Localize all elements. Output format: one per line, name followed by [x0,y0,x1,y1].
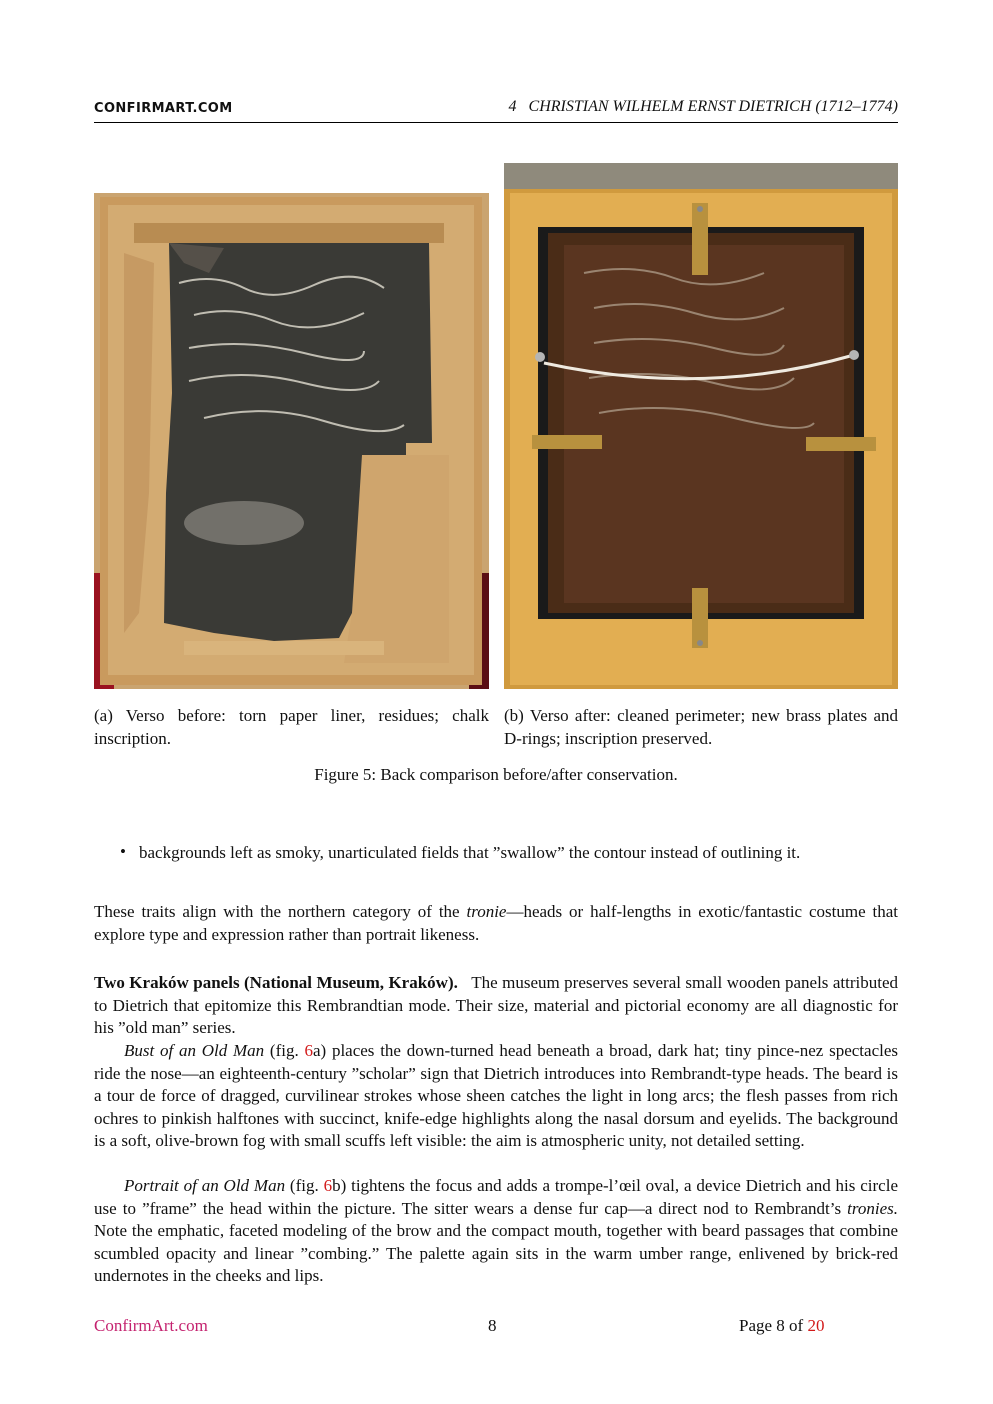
bullet-item: backgrounds left as smoky, unarticulated fields that ”swallow” the contour instead of outlining it. [139,843,801,862]
para-text: —heads or half-lengths in exotic/fantastic costume that explore type and expression rather than portrait likeness. [94,902,898,944]
footer-page-count [739,1316,824,1336]
verso-after-photo [504,163,898,689]
para-text: (fig. [285,1176,324,1195]
running-head [509,98,898,116]
footer-site-link[interactable]: ConfirmArt.com [94,1316,208,1335]
para-emphasis: tronie [466,902,507,921]
figure-caption: Figure 5: Back comparison before/after conservation. [314,765,678,784]
footer-page-number: 8 [488,1316,497,1335]
figure-ref-link[interactable]: 6 [323,1176,333,1195]
para-text: Note the emphatic, faceted modeling of the brow and the compact mouth, together with beard passages that combine scumbled opacity and linear ”combing.” The palette again sits in the warm umber range, enlivened by brick-red undernotes in the cheeks and lips. [94,1221,898,1285]
page-total-link[interactable]: 20 [807,1316,825,1335]
page-header [94,98,898,123]
artwork-title: Bust of an Old Man [124,1041,265,1060]
chapter-title: CHRISTIAN WILHELM ERNST DIETRICH (1712–1774) [528,98,898,115]
para-text: b) tightens the focus and adds a trompe-l’œil oval, a device Dietrich and his circle use to ”frame” the head within the picture. The sitter wears a dense fur cap—a direct nod to Rembrandt’s [94,1176,898,1218]
chapter-number: 4 [508,98,517,115]
para-text: The museum preserves several small wooden panels attributed to Dietrich that epitomize this Rembrandtian mode. Their size, material and pictorial economy are all diagnostic for his ”old man” series. [94,973,899,1037]
subcaption-b: (b) Verso after: cleaned perimeter; new brass plates and D-rings; inscription preserved. [504,706,898,748]
paragraph-krakow [94,972,898,1040]
para-text: a) places the down-turned head beneath a broad, dark hat; tiny pince-nez spectacles ride the nose—an eighteenth-century ”scholar” sign that Dietrich introduces into Rembrandt-type heads. The beard is a tour de force of dragged, curvilinear strokes whose sheen catches the light in long arcs; the flesh passes from rich ochres to pinkish halftones with succinct, knife-edge highlights along the nasal dorsum and eyelids. The background is a soft, olive-brown fog with small scuffs left visible: the aim is atmospheric unity, not detailed setting. [94,1041,899,1150]
para-emphasis: tronies. [847,1198,898,1218]
bullet-marker: • [120,842,126,861]
para-text: These traits align with the northern category of the [94,902,467,921]
artwork-title: Portrait of an Old Man [124,1176,286,1195]
paragraph-bust-old-man [94,1040,898,1153]
paragraph-portrait-old-man [94,1175,898,1288]
paragraph-heading: Two Kraków panels (National Museum, Kraków). [94,973,458,992]
subcaption-a: (a) Verso before: torn paper liner, residues; chalk inscription. [94,706,489,748]
figure-ref-link[interactable]: 6 [304,1041,313,1060]
paragraph-tronie [94,901,898,946]
site-logo: CONFIRMART.COM [94,101,233,116]
verso-before-photo [94,193,489,689]
para-text: (fig. [264,1041,305,1060]
page-label: Page 8 of [739,1316,808,1335]
